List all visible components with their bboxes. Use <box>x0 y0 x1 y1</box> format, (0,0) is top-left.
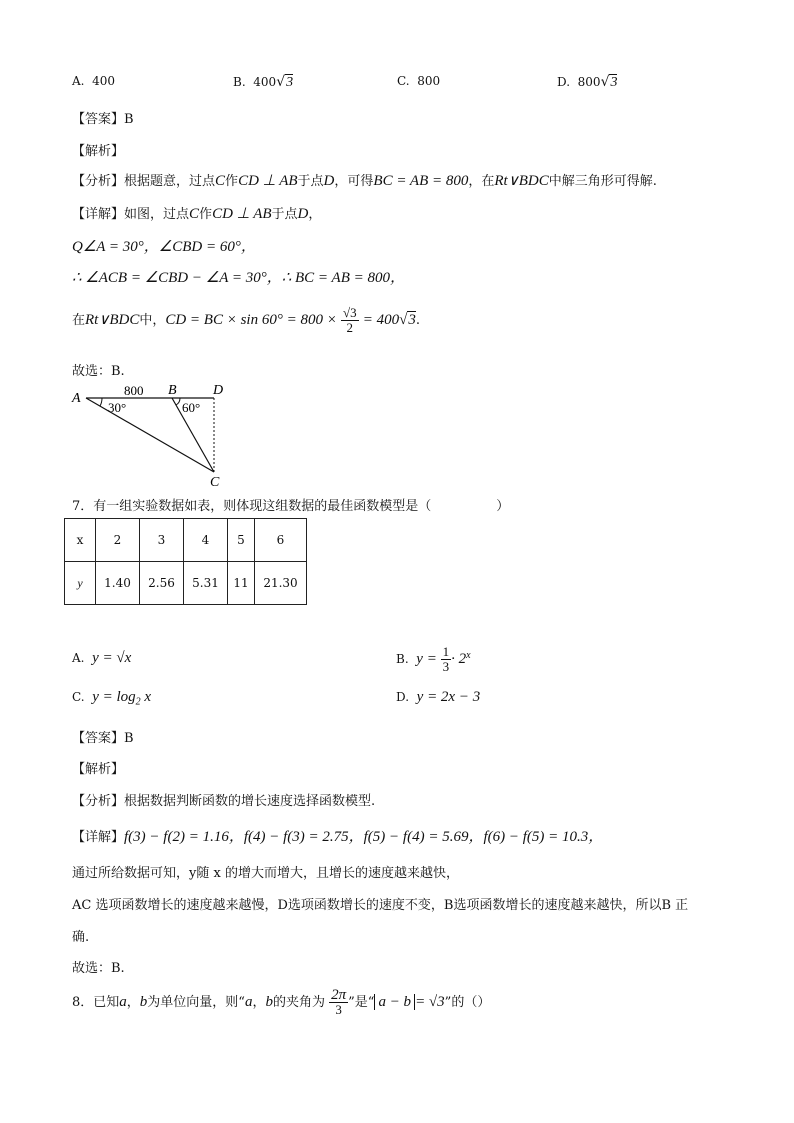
q7-analysis-heading: 【解析】 <box>72 762 125 777</box>
q7-option-b: B. y = $\frac{1}{3}$ · $2^x$ <box>396 644 471 674</box>
q6-xiangjie: 【详解】如图，过点C作CD ⊥ AB于点D， <box>72 206 322 222</box>
label-b: B <box>168 383 177 398</box>
table-cell: 2.56 <box>140 562 184 605</box>
q7-option-a: A. y = √x <box>72 650 132 666</box>
q7-line1: 通过所给数据可知，y随 x 的增大而增大，且增长的速度越来越快， <box>72 866 459 881</box>
q7-line3: 确. <box>72 930 90 945</box>
q6-option-a: A. 400 <box>72 74 116 88</box>
q6-answer: 【答案】B <box>72 112 134 127</box>
table-cell: 2 <box>96 519 140 562</box>
q7-xiangjie: 【详解】f(3) − f(2) = 1.16，f(4) − f(3) = 2.75，f(5) − f(4) = 5.69，f(6) − f(5) = 10.3， <box>72 829 604 845</box>
fraction-sqrt3-over-2: $\frac{√3}{2}$ <box>342 305 357 335</box>
q6-fenxi: 【分析】根据题意，过点C作CD ⊥ AB于点D，可得BC = AB = 800，在Rt∨BDC中解三角形可得解. <box>72 173 657 189</box>
table-row-y <box>65 562 307 605</box>
label-d: D <box>213 383 224 398</box>
angle-arc-b <box>176 398 180 405</box>
q7-data-table <box>64 518 307 605</box>
label-60-deg: 60° <box>182 400 201 415</box>
q6-option-d: D. 800√3 <box>557 74 618 90</box>
table-row-x <box>65 519 307 562</box>
triangle-figure <box>68 380 238 490</box>
table-cell: 1.40 <box>96 562 140 605</box>
table-cell: 11 <box>228 562 255 605</box>
q6-line3: 在Rt∨BDC中，CD = BC × sin 60° = 800 × $\frac{√3}{2}$ = 400√3. <box>72 305 421 335</box>
q8-stem: 8．已知a，b为单位向量，则“a，b的夹角为 $\frac{2\pi}{3}$ ”是“ a − b = √3”的（） <box>72 987 491 1017</box>
label-a: A <box>72 391 81 406</box>
table-cell: 6 <box>255 519 307 562</box>
q7-stem: 7．有一组实验数据如表，则体现这组数据的最佳函数模型是（ ） <box>72 499 510 514</box>
fraction-2pi-over-3: $\frac{2\pi}{3}$ <box>331 987 347 1017</box>
table-cell: y <box>65 562 96 605</box>
table-cell: 5.31 <box>184 562 228 605</box>
q6-option-c: C. 800 <box>397 74 441 88</box>
table-cell: 4 <box>184 519 228 562</box>
q7-option-c: C. $y = \log_2 x$ <box>72 689 152 708</box>
q7-choose: 故选：B. <box>72 961 125 976</box>
label-800: 800 <box>124 383 144 398</box>
label-c: C <box>210 475 220 490</box>
q6-analysis-heading: 【解析】 <box>72 144 125 159</box>
angle-arc-a <box>100 398 102 406</box>
label-30-deg: 30° <box>108 400 127 415</box>
q6-option-b: B. 400√3 <box>233 74 294 90</box>
table-cell: 21.30 <box>255 562 307 605</box>
fraction-one-third: $\frac{1}{3}$ <box>442 644 450 674</box>
table-cell: 3 <box>140 519 184 562</box>
q6-line2: ∴ ∠ACB = ∠CBD − ∠A = 30°，∴ BC = AB = 800， <box>72 270 405 286</box>
q7-line2: AC 选项函数增长的速度越来越慢，D选项函数增长的速度不变，B选项函数增长的速度越来越快，所以B 正 <box>72 898 689 913</box>
q7-answer: 【答案】B <box>72 731 134 746</box>
q7-fenxi: 【分析】根据数据判断函数的增长速度选择函数模型. <box>72 794 376 809</box>
q6-line1: Q∠A = 30°，∠CBD = 60°， <box>72 239 256 255</box>
table-cell: x <box>65 519 96 562</box>
q6-choose: 故选：B. <box>72 364 125 379</box>
q7-option-d: D. y = 2x − 3 <box>396 689 481 705</box>
table-cell: 5 <box>228 519 255 562</box>
